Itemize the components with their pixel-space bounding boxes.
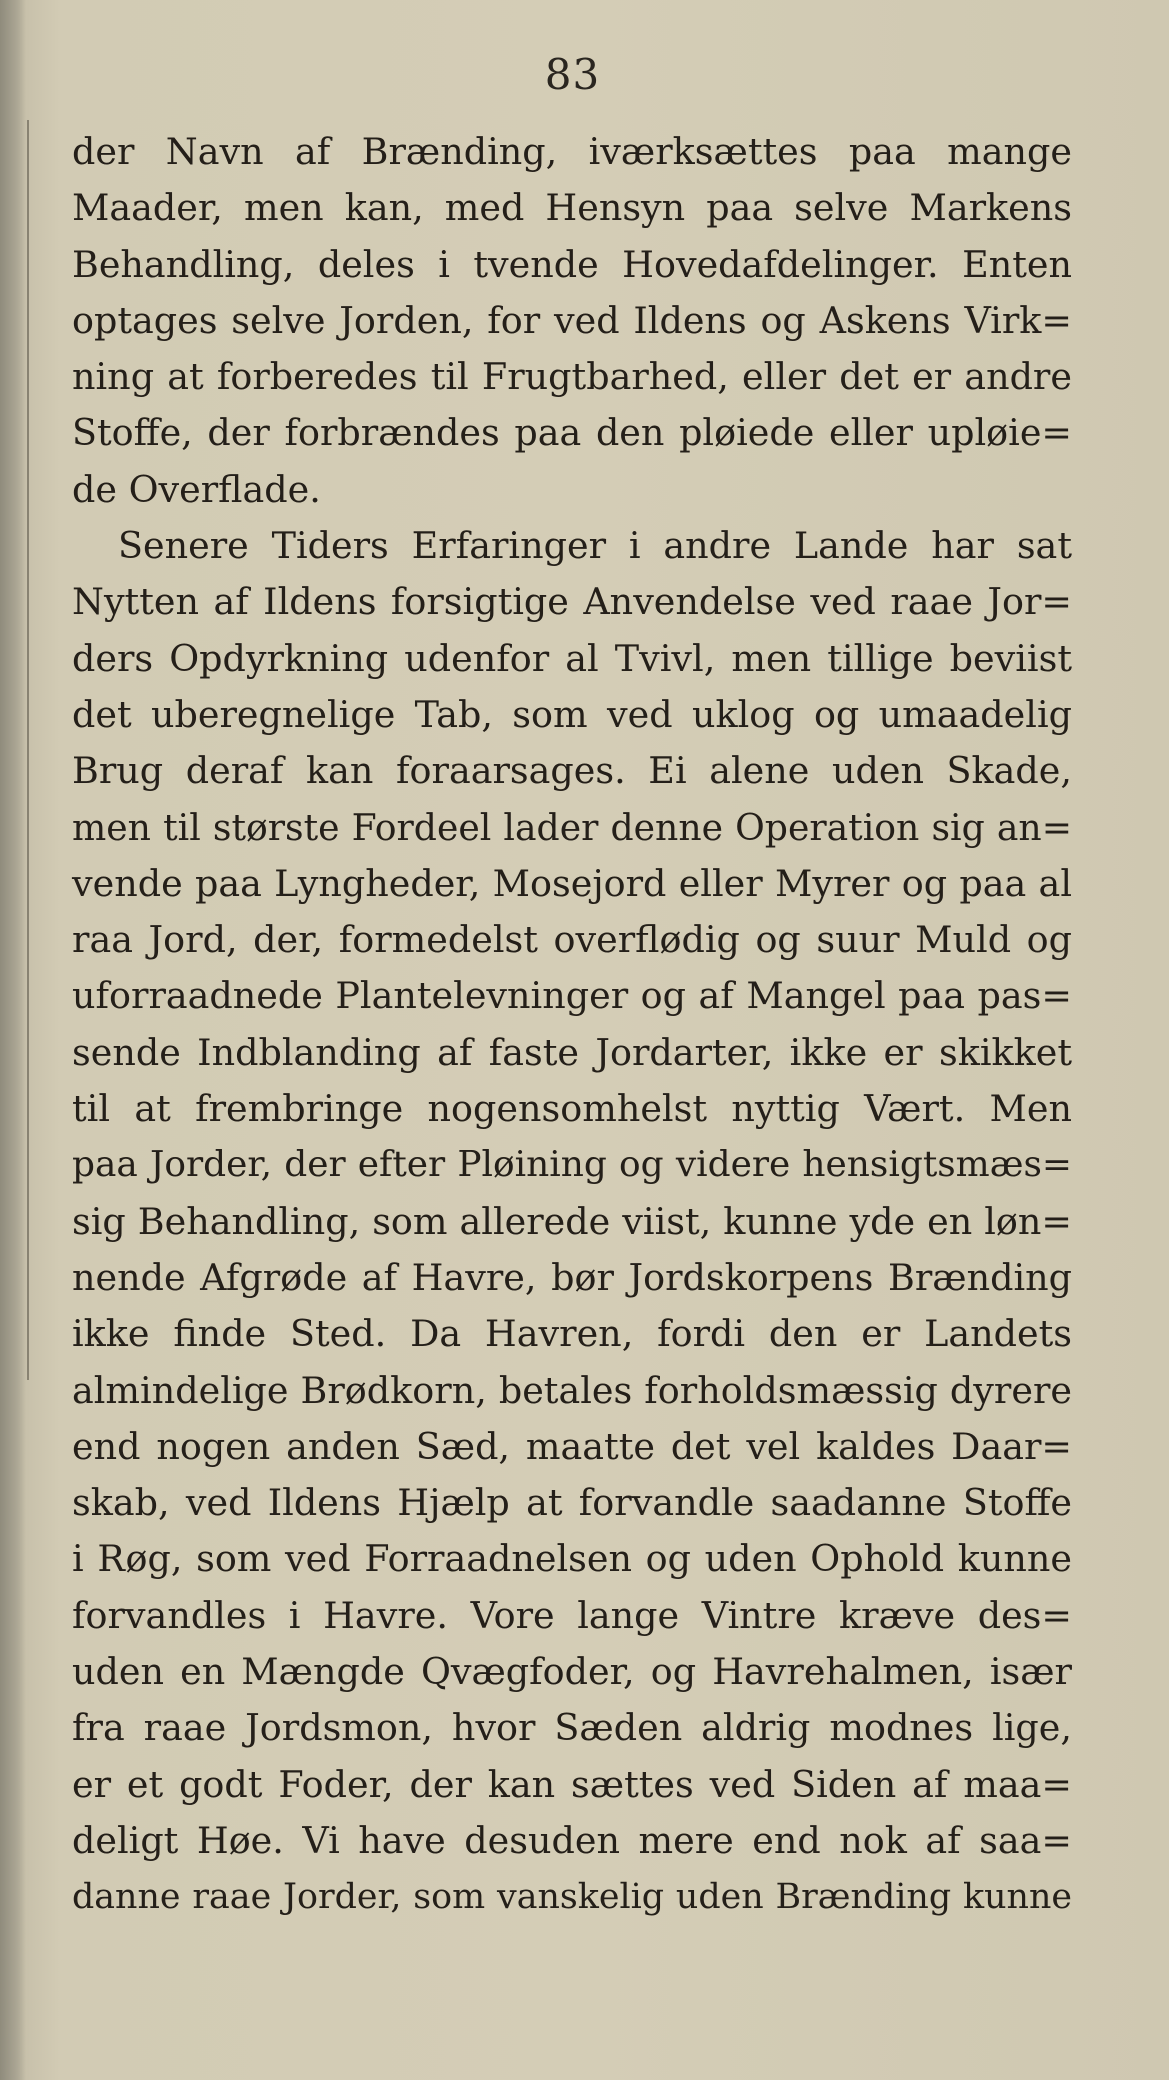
binding-gutter-shadow: [0, 0, 26, 2080]
text-line: raa Jord, der, formedelst overflødig og suur Muld og: [72, 918, 1072, 962]
text-line: sig Behandling, som allerede viist, kunne yde en løn=: [72, 1199, 1072, 1243]
text-line: deligt Høe. Vi have desuden mere end nok af saa=: [72, 1818, 1072, 1862]
text-line: Nytten af Ildens forsigtige Anvendelse ved raae Jor=: [72, 580, 1072, 624]
text-line: der Navn af Brænding, iværksættes paa mange: [72, 130, 1072, 173]
text-line: paa Jorder, der efter Pløining og videre hensigtsmæs=: [72, 1144, 1072, 1186]
text-line: optages selve Jorden, for ved Ildens og Askens Virk=: [72, 298, 1072, 342]
text-line: i Røg, som ved Forraadnelsen og uden Ophold kunne: [72, 1537, 1072, 1581]
text-line: er et godt Foder, der kan sættes ved Siden af maa=: [72, 1762, 1072, 1806]
text-line: Stoffe, der forbrændes paa den pløiede eller upløie=: [72, 411, 1072, 455]
text-line: vende paa Lyngheder, Mosejord eller Myrer og paa al: [72, 861, 1072, 905]
text-line: almindelige Brødkorn, betales forholdsmæssig dyrere: [72, 1368, 1072, 1412]
text-line: nende Afgrøde af Havre, bør Jordskorpens Brænding: [72, 1255, 1072, 1299]
text-line: Maader, men kan, med Hensyn paa selve Markens: [72, 186, 1072, 230]
text-line: det uberegnelige Tab, som ved uklog og umaadelig: [72, 692, 1072, 736]
page-number: 83: [544, 50, 601, 99]
text-line: end nogen anden Sæd, maatte det vel kaldes Daar=: [72, 1424, 1072, 1468]
body-text: [72, 124, 1072, 1926]
text-line: ikke finde Sted. Da Havren, fordi den er Landets: [72, 1312, 1072, 1356]
text-line: skab, ved Ildens Hjælp at forvandle saadanne Stoffe: [72, 1481, 1072, 1525]
text-line: men til største Fordeel lader denne Operation sig an=: [72, 805, 1072, 849]
text-line: sende Indblanding af faste Jordarter, ikke er skikket: [72, 1030, 1072, 1074]
text-line: til at frembringe nogensomhelst nyttig Vært. Men: [72, 1087, 1072, 1131]
text-line: uden en Mængde Qvægfoder, og Havrehalmen, især: [72, 1650, 1072, 1694]
text-line: de Overflade.: [72, 467, 321, 511]
text-line: Senere Tiders Erfaringer i andre Lande har sat: [118, 524, 1072, 568]
text-line: Behandling, deles i tvende Hovedafdelinger. Enten: [72, 242, 1072, 286]
text-line: ning at forberedes til Frugtbarhed, eller det er andre: [72, 355, 1072, 399]
text-line: fra raae Jordsmon, hvor Sæden aldrig modnes lige,: [72, 1706, 1072, 1750]
text-line: Brug deraf kan foraarsages. Ei alene uden Skade,: [72, 749, 1072, 793]
text-line: ders Opdyrkning udenfor al Tvivl, men tillige beviist: [72, 636, 1072, 680]
text-line: danne raae Jorder, som vanskelig uden Brænding kunne: [72, 1877, 1072, 1918]
margin-rule: [27, 120, 29, 1380]
text-line: uforraadnede Plantelevninger og af Mangel paa pas=: [72, 974, 1072, 1018]
text-line: forvandles i Havre. Vore lange Vintre kræve des=: [72, 1593, 1072, 1637]
